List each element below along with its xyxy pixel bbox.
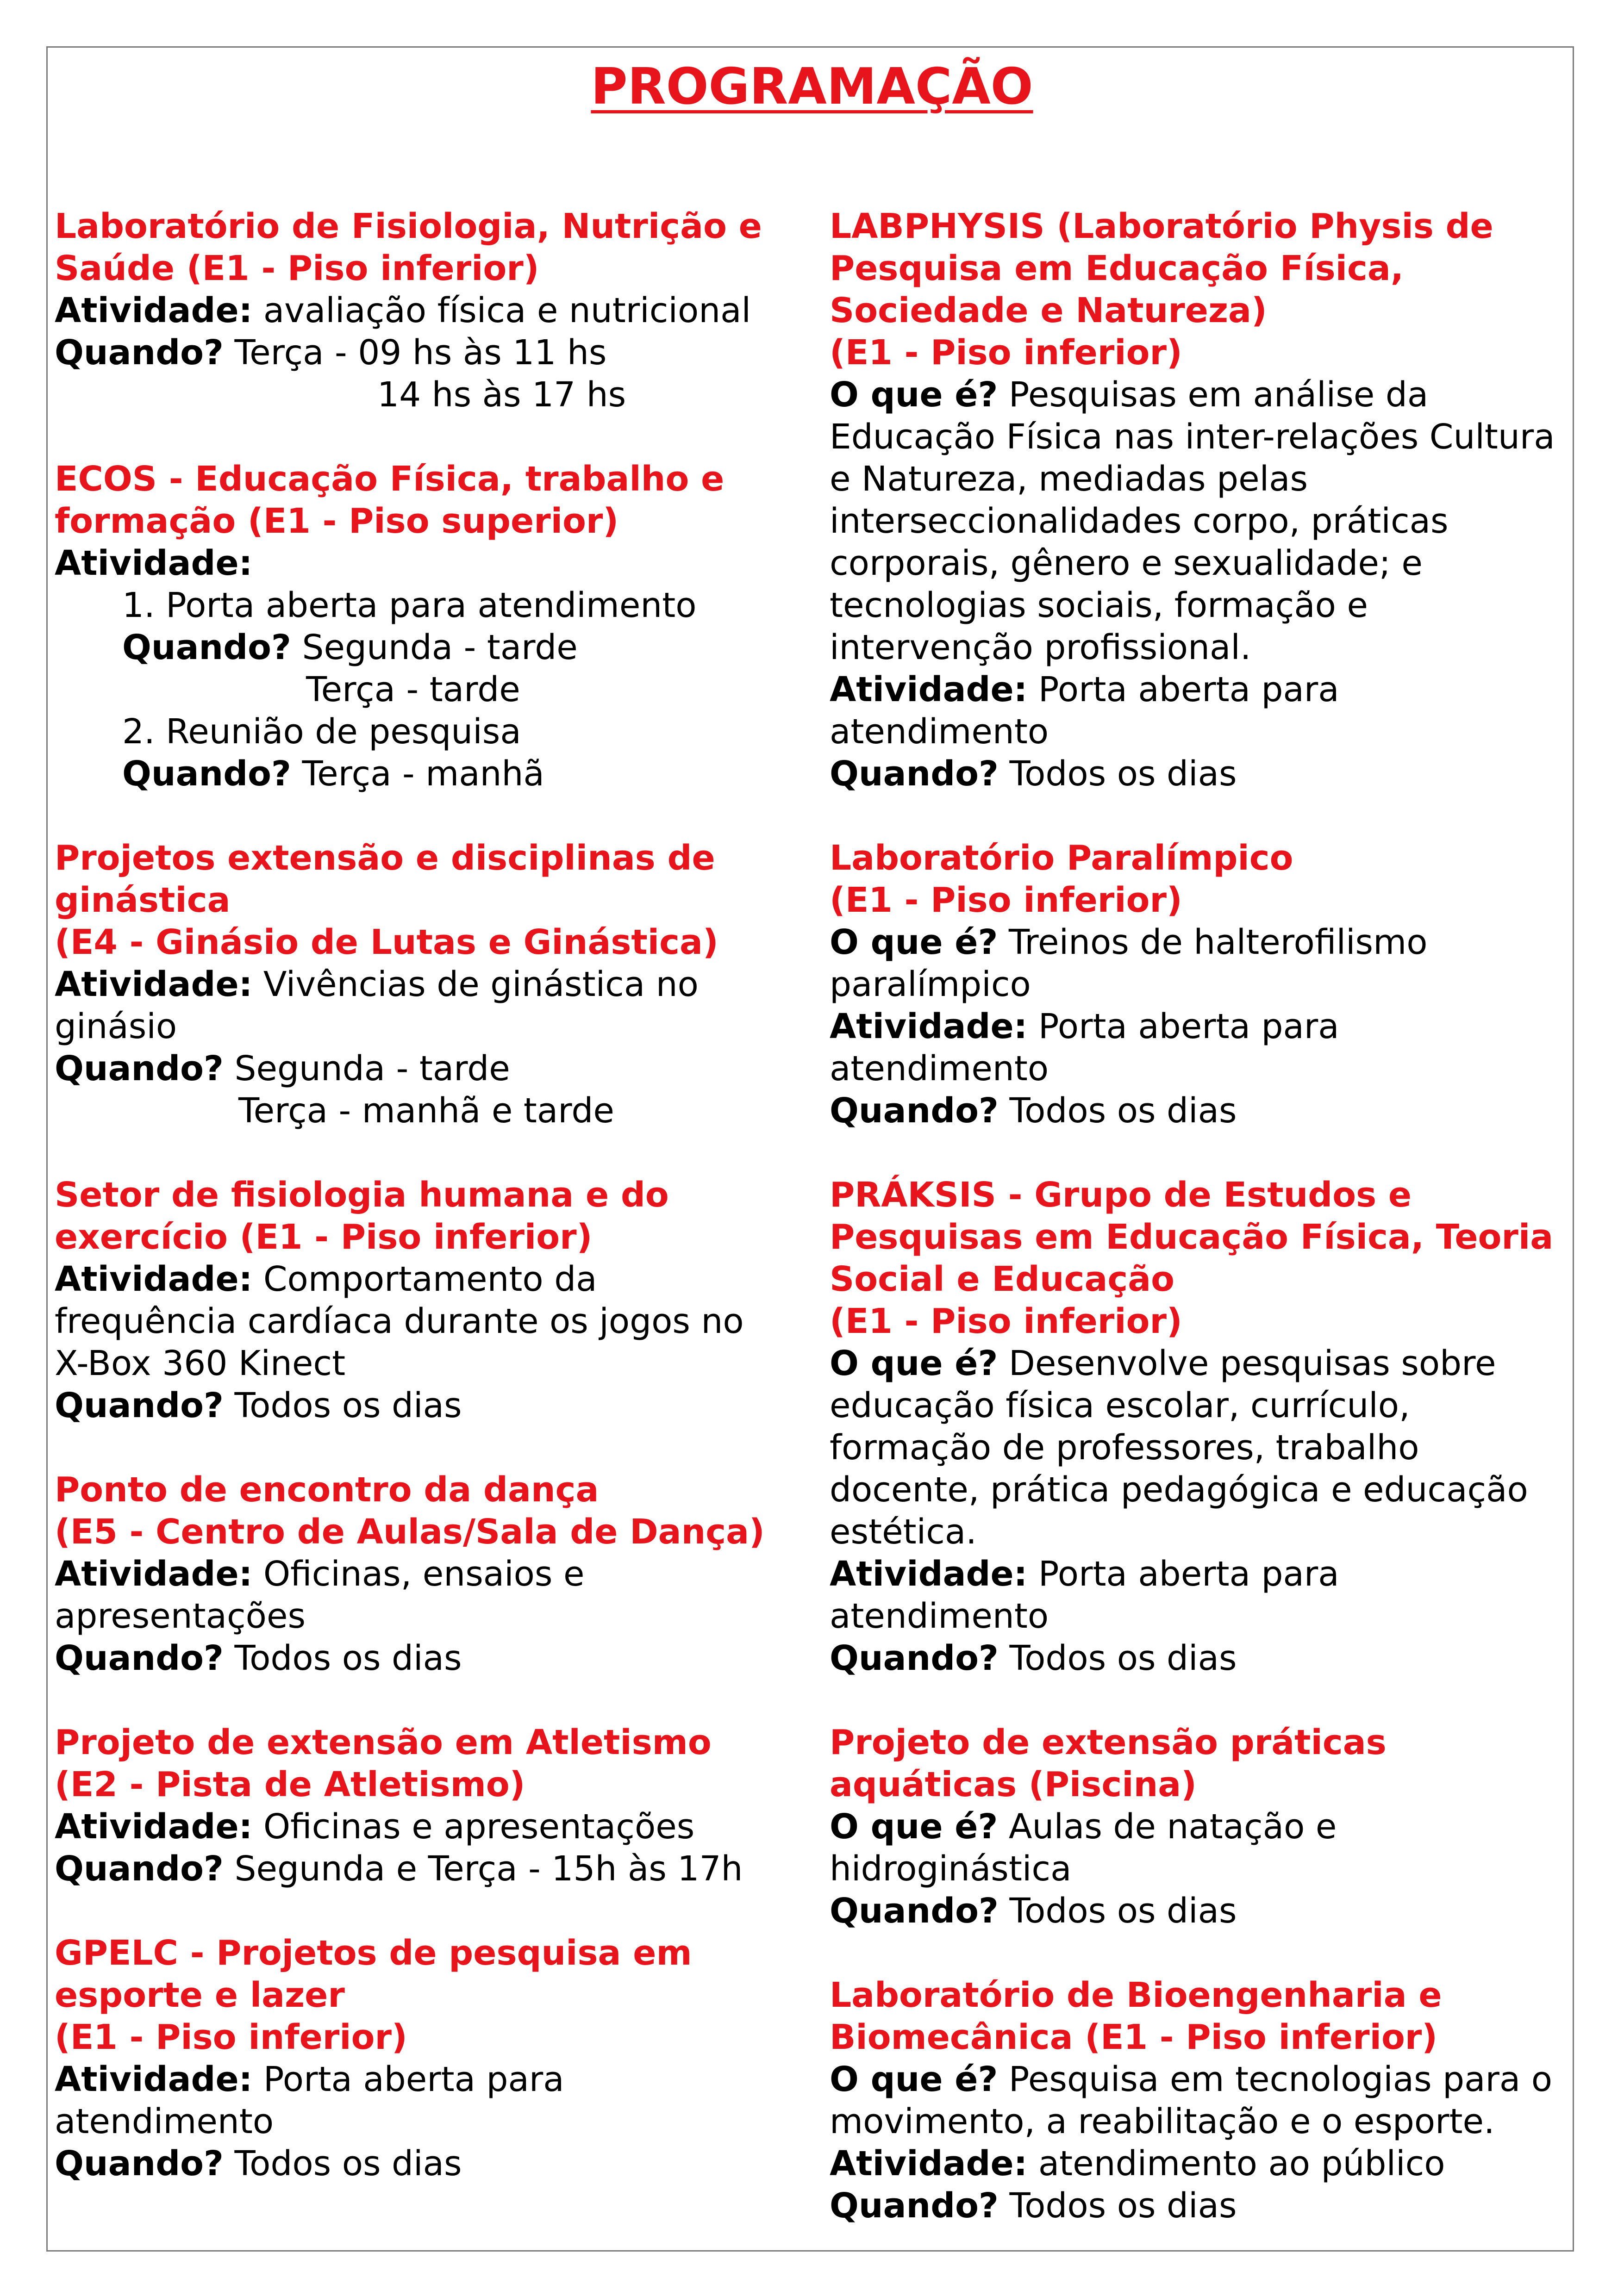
activity-text: atendimento ao público <box>1038 2144 1445 2184</box>
when-line <box>55 1637 814 1680</box>
activity-label: Atividade: <box>830 2144 1028 2184</box>
entry-heading: Setor de fisiologia humana e do <box>55 1175 669 1215</box>
when-line <box>55 332 814 374</box>
activity-line <box>55 1258 814 1300</box>
activity-text: atendimento <box>830 1596 1049 1636</box>
entry-heading: (E1 - Piso inferior) <box>55 2017 407 2057</box>
when-text: Todos os dias <box>1009 1638 1237 1678</box>
entry-heading: (E5 - Centro de Aulas/Sala de Dança) <box>55 1512 765 1552</box>
activity-text: Porta aberta para <box>1038 1007 1339 1046</box>
activity-text: atendimento <box>830 712 1049 752</box>
when-label: Quando? <box>122 628 291 667</box>
when-text: Terça - 09 hs às 11 hs <box>234 333 607 373</box>
activity-text: ginásio <box>55 1007 177 1046</box>
what-label: O que é? <box>830 375 998 415</box>
what-text: Desenvolve pesquisas sobre <box>1008 1344 1496 1383</box>
what-text: e Natureza, mediadas pelas <box>830 459 1308 499</box>
activity-label: Atividade: <box>55 2060 253 2099</box>
when-line <box>830 1637 1580 1680</box>
what-text: hidroginástica <box>830 1849 1072 1889</box>
activity-line <box>55 2059 814 2101</box>
what-text: corporais, gênero e sexualidade; e <box>830 543 1423 583</box>
entry-ponto-danca <box>55 1469 814 1680</box>
when-line-continued: Terça - manhã e tarde <box>238 1091 614 1131</box>
when-text: Todos os dias <box>1009 2186 1237 2226</box>
activity-item-1: 1. Porta aberta para atendimento <box>122 585 697 625</box>
what-text: Educação Física nas inter-relações Cultura <box>830 417 1555 457</box>
what-line <box>830 374 1580 416</box>
when-line-continued: Terça - tarde <box>306 670 520 709</box>
activity-text: atendimento <box>55 2102 274 2141</box>
right-column <box>830 205 1580 2269</box>
activity-label: Atividade: <box>55 543 253 583</box>
activity-line <box>55 290 814 332</box>
activity-text: Porta aberta para <box>263 2060 564 2099</box>
activity-line <box>55 1806 814 1848</box>
when-label: Quando? <box>55 2144 224 2184</box>
what-text: intervenção profissional. <box>830 628 1251 667</box>
entry-heading: Pesquisas em Educação Física, Teoria <box>830 1217 1554 1257</box>
activity-label: Atividade: <box>55 1807 253 1847</box>
entry-lab-bioengenharia <box>830 1974 1580 2227</box>
entry-heading: (E2 - Pista de Atletismo) <box>55 1765 525 1804</box>
what-text: movimento, a reabilitação e o esporte. <box>830 2102 1495 2141</box>
entry-lab-paralimpico <box>830 837 1580 1132</box>
what-text: formação de professores, trabalho <box>830 1428 1419 1468</box>
what-label: O que é? <box>830 1807 998 1847</box>
what-label: O que é? <box>830 1344 998 1383</box>
what-line <box>830 1806 1580 1848</box>
entry-heading: GPELC - Projetos de pesquisa em <box>55 1933 692 1973</box>
when-label: Quando? <box>830 2186 999 2226</box>
entry-heading: LABPHYSIS (Laboratório Physis de <box>830 206 1493 246</box>
entry-heading: Laboratório de Bioengenharia e <box>830 1975 1442 2015</box>
when-label: Quando? <box>55 1386 224 1425</box>
entry-heading: exercício (E1 - Piso inferior) <box>55 1217 593 1257</box>
when-text: Segunda e Terça - 15h às 17h <box>234 1849 743 1889</box>
what-line <box>830 2059 1580 2101</box>
when-text: Todos os dias <box>234 1386 462 1425</box>
when-label: Quando? <box>55 1638 224 1678</box>
activity-text: Oficinas e apresentações <box>263 1807 695 1847</box>
when-text: Todos os dias <box>1009 1891 1237 1931</box>
when-label: Quando? <box>830 1091 999 1131</box>
when-line <box>55 1848 814 1890</box>
when-text: Todos os dias <box>1009 754 1237 794</box>
what-label: O que é? <box>830 2060 998 2099</box>
activity-text: apresentações <box>55 1596 306 1636</box>
entry-heading: Biomecânica (E1 - Piso inferior) <box>830 2017 1438 2057</box>
activity-item-2: 2. Reunião de pesquisa <box>122 712 521 752</box>
what-text: Aulas de natação e <box>1008 1807 1337 1847</box>
activity-line <box>830 2143 1580 2185</box>
activity-text: Porta aberta para <box>1038 1554 1339 1594</box>
activity-label: Atividade: <box>55 1554 253 1594</box>
activity-label: Atividade: <box>55 964 253 1004</box>
left-column <box>55 205 814 2227</box>
what-text: estética. <box>830 1512 977 1552</box>
what-text: Pesquisa em tecnologias para o <box>1008 2060 1553 2099</box>
entry-projetos-ginastica <box>55 837 814 1132</box>
entry-setor-fisiologia <box>55 1174 814 1427</box>
when-label: Quando? <box>122 754 291 794</box>
when-line <box>55 1385 814 1427</box>
entry-heading: Laboratório Paralímpico <box>830 838 1293 878</box>
when-label: Quando? <box>55 333 224 373</box>
activity-text: avaliação física e nutricional <box>263 291 751 330</box>
when-label: Quando? <box>830 754 999 794</box>
what-text: Treinos de halterofilismo <box>1008 922 1428 962</box>
when-text: Segunda - tarde <box>302 628 578 667</box>
activity-label: Atividade: <box>830 1007 1028 1046</box>
entry-heading: (E1 - Piso inferior) <box>830 1301 1182 1341</box>
entry-heading: esporte e lazer <box>55 1975 345 2015</box>
entry-heading: formação (E1 - Piso superior) <box>55 501 619 541</box>
entry-heading: Ponto de encontro da dança <box>55 1470 599 1510</box>
activity-text: frequência cardíaca durante os jogos no <box>55 1301 744 1341</box>
entry-heading: Saúde (E1 - Piso inferior) <box>55 249 539 288</box>
entry-heading: Social e Educação <box>830 1259 1175 1299</box>
entry-heading: Projeto de extensão práticas <box>830 1723 1387 1762</box>
what-text: docente, prática pedagógica e educação <box>830 1470 1528 1510</box>
when-line-continued: 14 hs às 17 hs <box>377 375 626 415</box>
entry-praksis <box>830 1174 1580 1680</box>
what-line <box>830 921 1580 964</box>
entry-heading: (E1 - Piso inferior) <box>830 880 1182 920</box>
entry-heading: ECOS - Educação Física, trabalho e <box>55 459 725 499</box>
when-line <box>55 627 814 669</box>
what-text: Pesquisas em análise da <box>1008 375 1429 415</box>
entry-heading: ginástica <box>55 880 231 920</box>
activity-line <box>830 669 1580 711</box>
entry-praticas-aquaticas <box>830 1722 1580 1932</box>
entry-heading: Pesquisa em Educação Física, <box>830 249 1404 288</box>
entry-heading: (E4 - Ginásio de Lutas e Ginástica) <box>55 922 718 962</box>
when-text: Todos os dias <box>234 1638 462 1678</box>
activity-line <box>55 964 814 1006</box>
entry-atletismo <box>55 1722 814 1890</box>
activity-text: Comportamento da <box>263 1259 597 1299</box>
entry-heading: Projeto de extensão em Atletismo <box>55 1723 712 1762</box>
entry-heading: Projetos extensão e disciplinas de <box>55 838 715 878</box>
activity-label: Atividade: <box>830 1554 1028 1594</box>
when-line <box>830 1890 1580 1932</box>
when-text: Todos os dias <box>234 2144 462 2184</box>
when-text: Terça - manhã <box>302 754 544 794</box>
entry-heading: aquáticas (Piscina) <box>830 1765 1197 1804</box>
entry-lab-fisiologia-nutricao <box>55 205 814 416</box>
activity-text: Oficinas, ensaios e <box>263 1554 585 1594</box>
activity-line <box>830 1006 1580 1048</box>
when-line <box>55 1048 814 1090</box>
entry-heading: Sociedade e Natureza) <box>830 291 1267 330</box>
activity-text: atendimento <box>830 1049 1049 1089</box>
when-label: Quando? <box>830 1891 999 1931</box>
what-text: tecnologias sociais, formação e <box>830 585 1368 625</box>
entry-ecos <box>55 458 814 795</box>
activity-line <box>55 1553 814 1595</box>
when-text: Todos os dias <box>1009 1091 1237 1131</box>
when-label: Quando? <box>55 1049 224 1089</box>
activity-text: X-Box 360 Kinect <box>55 1344 346 1383</box>
what-text: interseccionalidades corpo, práticas <box>830 501 1449 541</box>
entry-heading: PRÁKSIS - Grupo de Estudos e <box>830 1175 1412 1215</box>
when-label: Quando? <box>55 1849 224 1889</box>
when-line <box>830 2185 1580 2227</box>
when-line <box>830 1090 1580 1132</box>
what-text: paralímpico <box>830 964 1031 1004</box>
when-label: Quando? <box>830 1638 999 1678</box>
activity-text: Porta aberta para <box>1038 670 1339 709</box>
entry-gpelc <box>55 1932 814 2185</box>
activity-label: Atividade: <box>55 1259 253 1299</box>
entry-heading: (E1 - Piso inferior) <box>830 333 1182 373</box>
when-line <box>830 753 1580 795</box>
activity-line <box>830 1553 1580 1595</box>
activity-text: Vivências de ginástica no <box>263 964 699 1004</box>
activity-label: Atividade: <box>55 291 253 330</box>
what-line <box>830 1343 1580 1385</box>
activity-label: Atividade: <box>830 670 1028 709</box>
when-line <box>55 2143 814 2185</box>
entry-labphysis <box>830 205 1580 795</box>
when-text: Segunda - tarde <box>234 1049 510 1089</box>
what-label: O que é? <box>830 922 998 962</box>
page-title: PROGRAMAÇÃO <box>591 58 1033 116</box>
what-text: educação física escolar, currículo, <box>830 1386 1410 1425</box>
entry-heading: Laboratório de Fisiologia, Nutrição e <box>55 206 762 246</box>
when-line <box>55 753 814 795</box>
